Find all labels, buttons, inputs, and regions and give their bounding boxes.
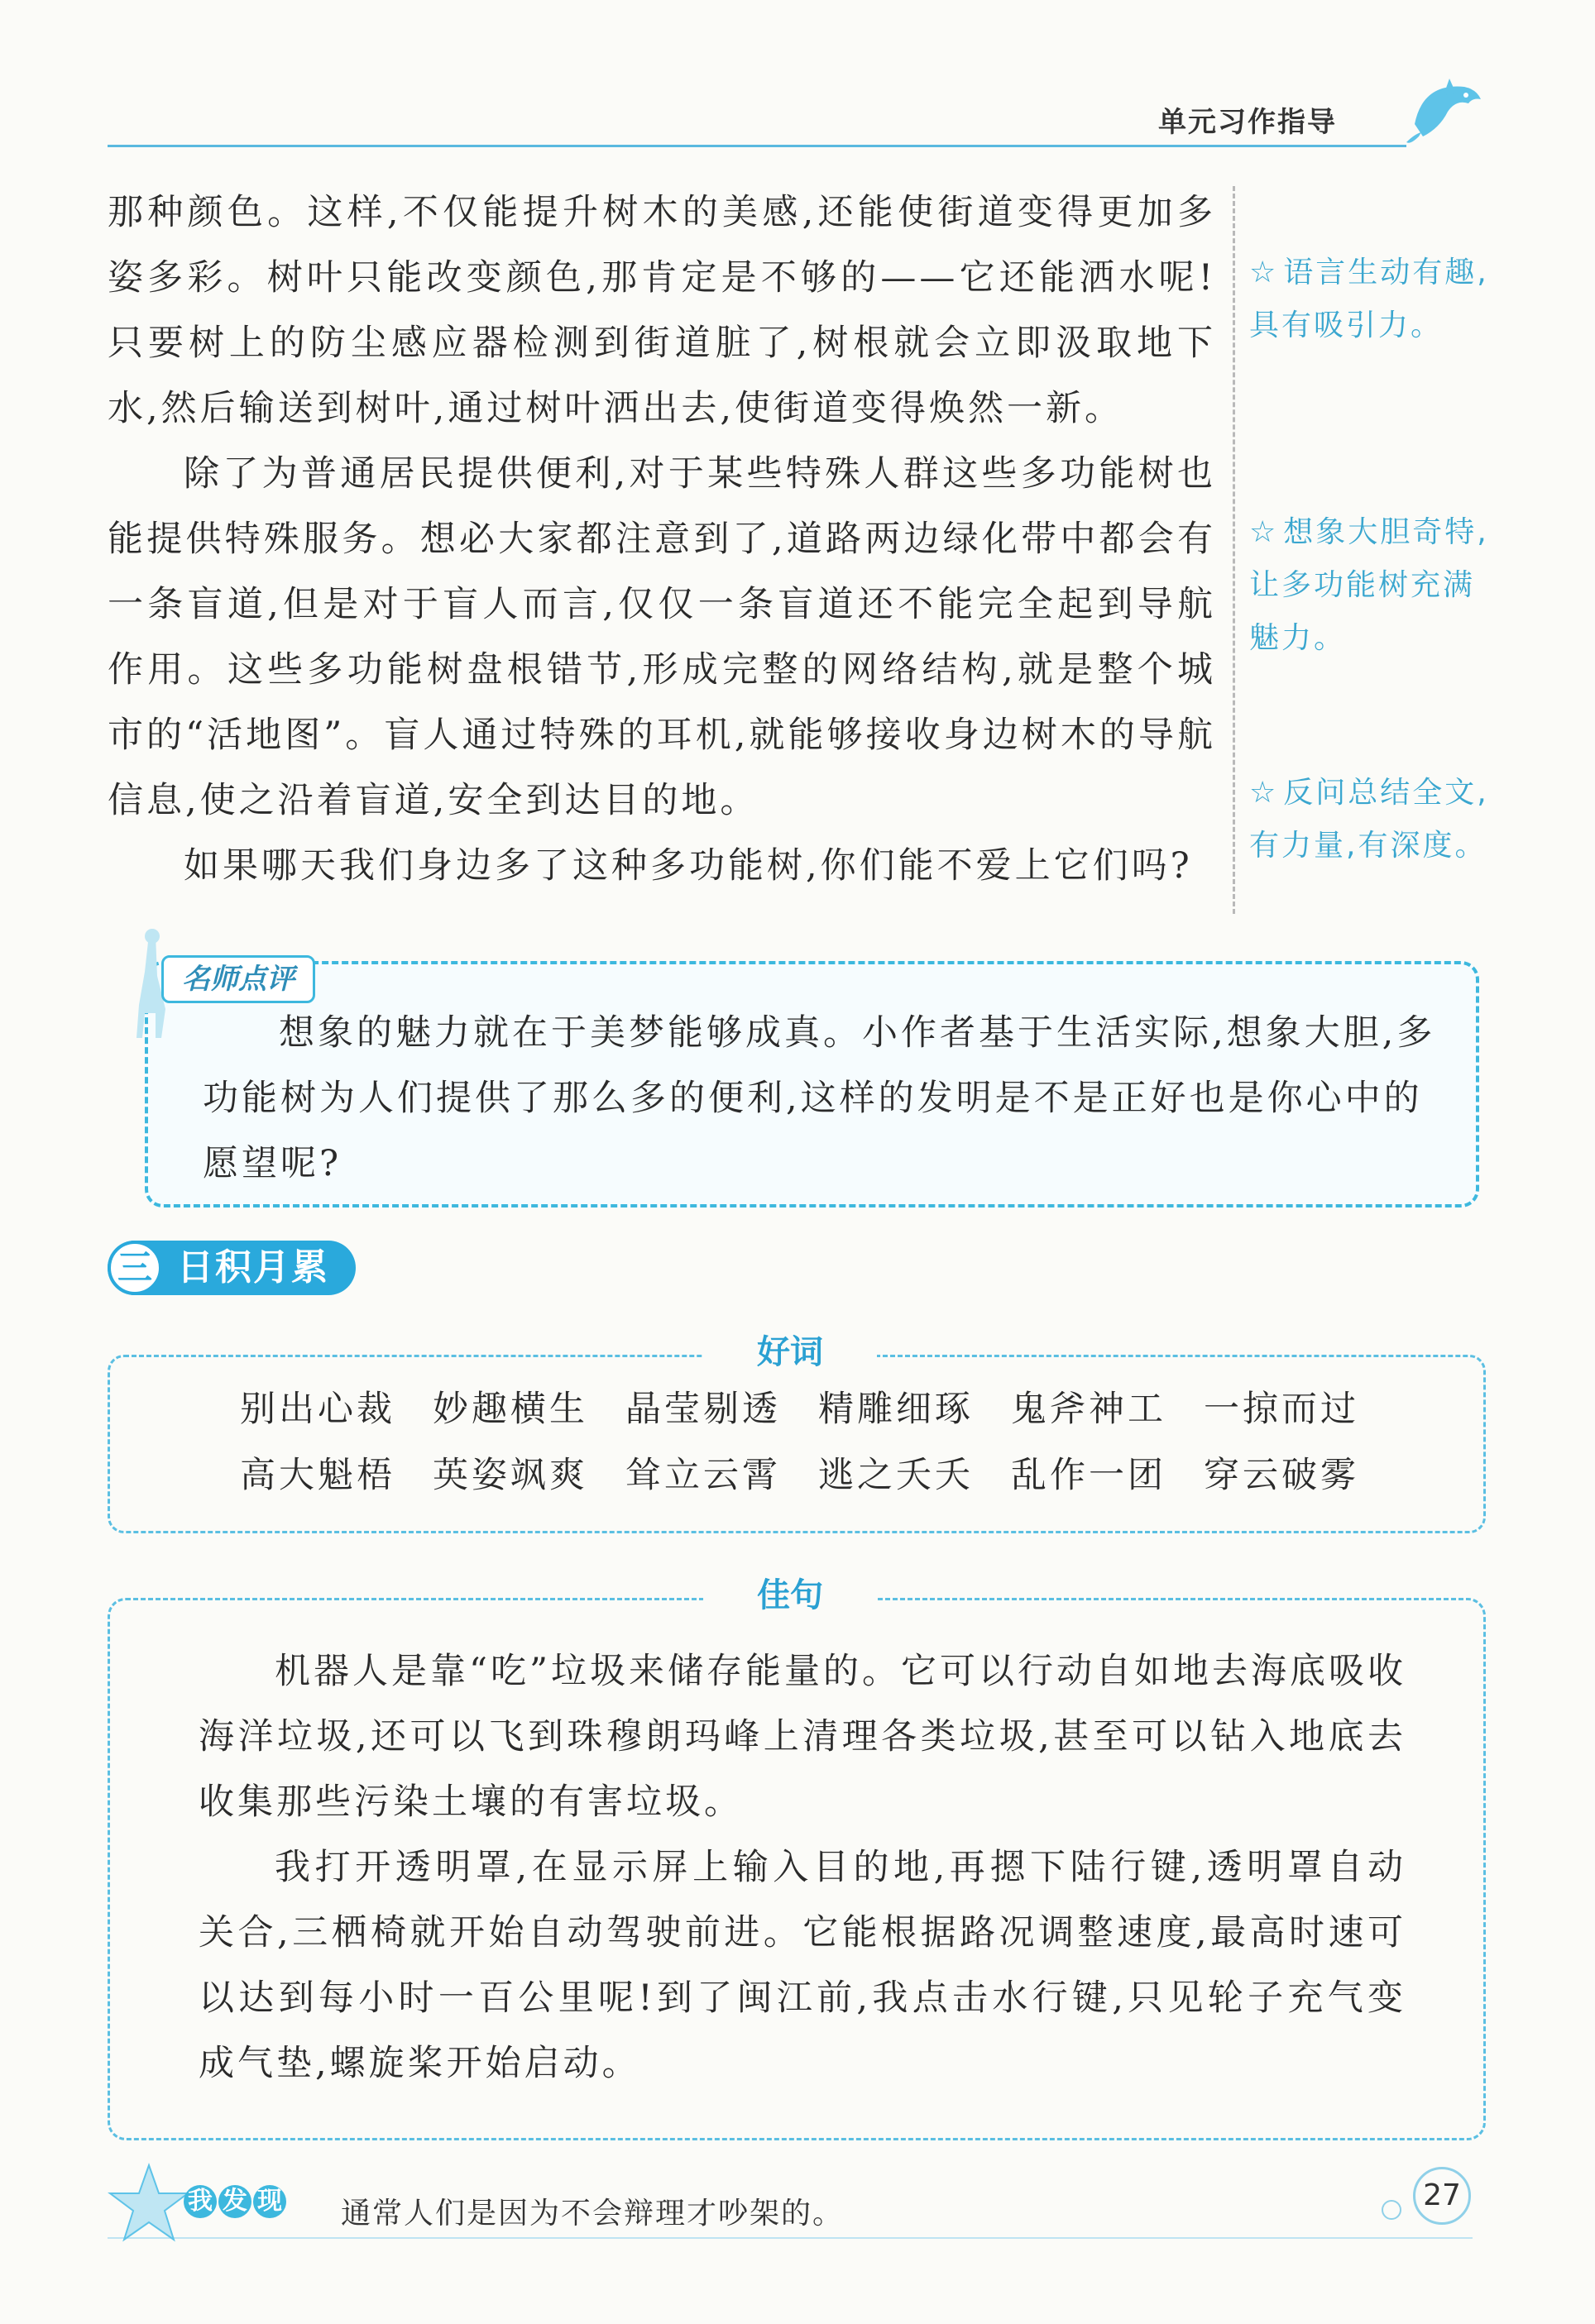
sentence-paragraph: 机器人是靠“吃”垃圾来储存能量的。它可以行动自如地去海底吸收海洋垃圾,还可以飞到珠穆朗玛峰上清理各类垃圾,甚至可以钻入地底去收集那些污染土壤的有害垃圾。	[199, 1651, 1406, 1823]
star-icon: ☆	[1249, 515, 1279, 549]
word-item: 精雕细琢	[818, 1389, 974, 1430]
teacher-comment-paragraph: 想象的魅力就在于美梦能够成真。小作者基于生活实际,想象大胆,多功能树为人们提供了那么多的便利,这样的发明是不是正好也是你心中的愿望呢?	[203, 1012, 1436, 1184]
margin-note	[1249, 246, 1489, 352]
teacher-comment-label: 名师点评	[161, 955, 315, 1003]
margin-note-divider	[1233, 186, 1235, 914]
essay-paragraph: 那种颜色。这样,不仅能提升树木的美感,还能使街道变得更加多姿多彩。树叶只能改变颜色,那肯定是不够的——它还能洒水呢!只要树上的防尘感应器检测到街道脏了,树根就会立即汲取地下水,然后输送到树叶,通过树叶洒出去,使街道变得焕然一新。	[108, 192, 1216, 429]
section-number: 三	[108, 1241, 162, 1295]
starfish-icon	[103, 2159, 194, 2250]
word-item: 鬼斧神工	[1011, 1389, 1166, 1430]
star-icon: ☆	[1249, 256, 1279, 289]
discover-badge	[184, 2185, 288, 2218]
star-icon: ☆	[1249, 776, 1279, 810]
word-item: 别出心裁	[240, 1389, 395, 1430]
word-item: 妙趣横生	[433, 1389, 588, 1430]
discover-char: 我	[184, 2185, 217, 2218]
section-header-title: 单元习作指导	[1158, 106, 1337, 139]
word-item: 高大魁梧	[240, 1455, 395, 1496]
good-sentences-text	[199, 1639, 1406, 2097]
header-divider	[108, 145, 1406, 147]
margin-note	[1249, 767, 1489, 873]
word-item: 穿云破雾	[1204, 1455, 1359, 1496]
good-words-label: 好词	[703, 1327, 877, 1377]
word-item: 一掠而过	[1204, 1389, 1359, 1430]
word-item: 乱作一团	[1011, 1455, 1166, 1496]
margin-note	[1249, 506, 1489, 665]
word-item: 英姿飒爽	[433, 1455, 588, 1496]
decorative-circle	[1382, 2200, 1401, 2220]
footer-tip: 通常人们是因为不会辩理才吵架的。	[341, 2197, 845, 2231]
good-words-list	[240, 1380, 1398, 1505]
sentence-paragraph: 我打开透明罩,在显示屏上输入目的地,再摁下陆行键,透明罩自动关合,三栖椅就开始自动驾驶前进。它能根据路况调整速度,最高时速可以达到每小时一百公里呢!到了闽江前,我点击水行键,只见轮子充气变成气垫,螺旋桨开始启动。	[199, 1847, 1406, 2084]
word-item: 逃之夭夭	[818, 1455, 974, 1496]
margin-note-text: 反问总结全文,有力量,有深度。	[1249, 776, 1489, 863]
section-title: 日积月累	[177, 1246, 329, 1289]
discover-char: 现	[253, 2185, 286, 2218]
teacher-comment-text	[203, 1001, 1444, 1197]
margin-note-text: 语言生动有趣,具有吸引力。	[1249, 256, 1489, 342]
dolphin-icon	[1398, 66, 1489, 157]
footer-divider	[108, 2237, 1473, 2239]
page-number: 27	[1413, 2167, 1471, 2225]
word-item: 耸立云霄	[625, 1455, 781, 1496]
margin-note-text: 想象大胆奇特,让多功能树充满魅力。	[1249, 515, 1489, 655]
essay-body	[108, 180, 1216, 899]
good-sentences-label: 佳句	[703, 1570, 877, 1621]
word-item: 晶莹剔透	[625, 1389, 781, 1430]
discover-char: 发	[218, 2185, 251, 2218]
essay-paragraph: 如果哪天我们身边多了这种多功能树,你们能不爱上它们吗?	[184, 845, 1193, 887]
essay-paragraph: 除了为普通居民提供便利,对于某些特殊人群这些多功能树也能提供特殊服务。想必大家都注意到了,道路两边绿化带中都会有一条盲道,但是对于盲人而言,仅仅一条盲道还不能完全起到导航作用。这些多功能树盘根错节,形成完整的网络结构,就是整个城市的“活地图”。盲人通过特殊的耳机,就能够接收身边树木的导航信息,使之沿着盲道,安全到达目的地。	[108, 453, 1216, 821]
